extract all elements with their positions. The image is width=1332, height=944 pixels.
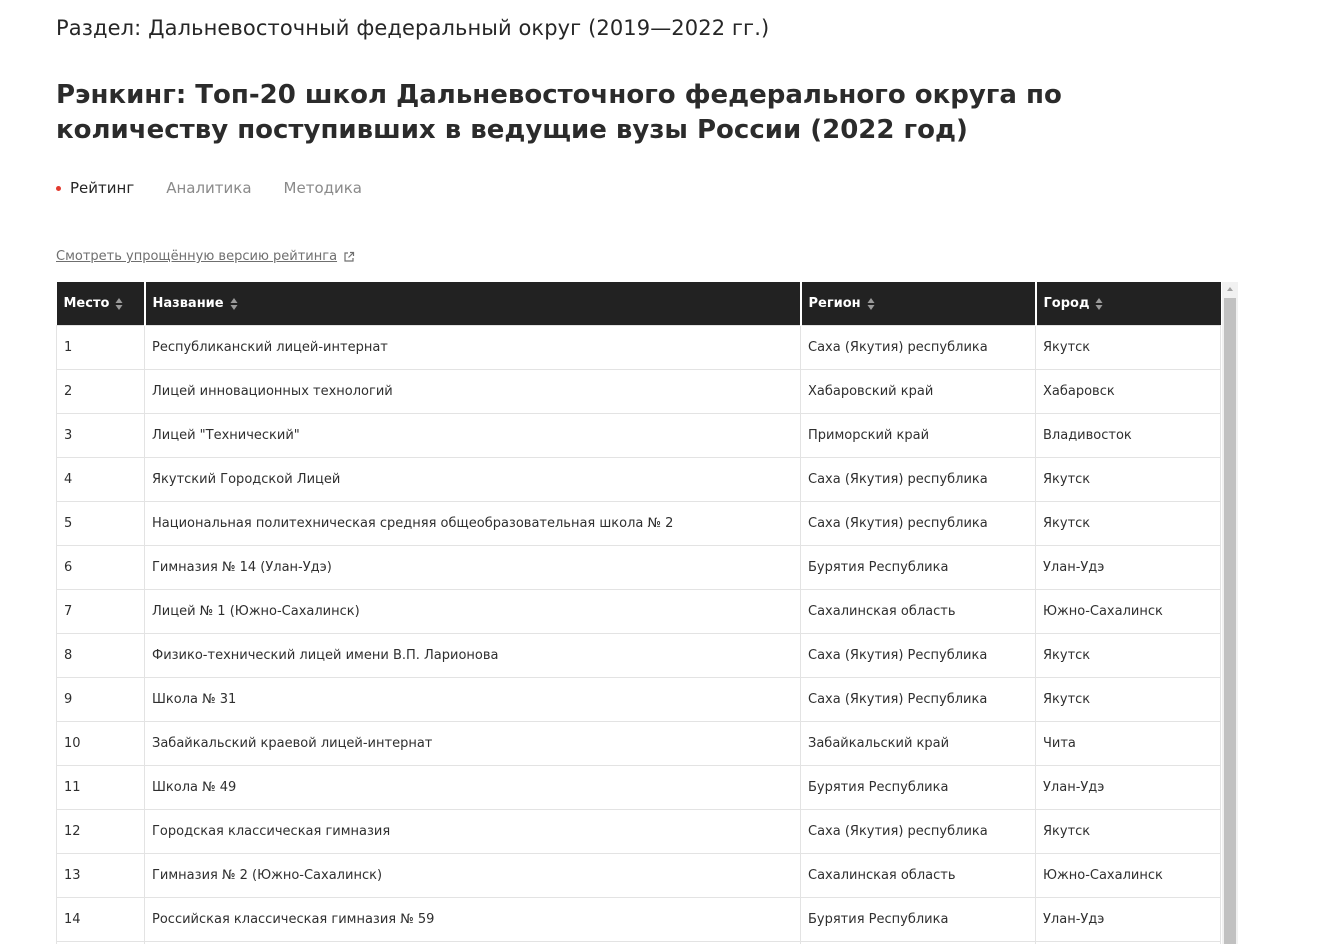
table-row[interactable] [57,546,1221,590]
cell-city: Южно-Сахалинск [1036,590,1221,634]
table-row[interactable] [57,678,1221,722]
cell-region: Саха (Якутия) республика [801,502,1036,546]
cell-place: 9 [57,678,145,722]
ranking-table-container [56,282,1238,944]
cell-name: Школа № 49 [145,766,801,810]
table-row[interactable] [57,502,1221,546]
cell-name: Лицей № 1 (Южно-Сахалинск) [145,590,801,634]
cell-region: Сахалинская область [801,590,1036,634]
cell-city: Улан-Удэ [1036,546,1221,590]
cell-city: Якутск [1036,502,1221,546]
simple-version-link-label: Смотреть упрощённую версию рейтинга [56,249,338,264]
cell-city: Чита [1036,722,1221,766]
cell-region: Бурятия Республика [801,766,1036,810]
column-header-place[interactable] [57,282,145,326]
cell-city: Якутск [1036,810,1221,854]
active-dot-icon [56,186,61,191]
cell-city: Якутск [1036,634,1221,678]
sort-arrows-icon [1095,297,1103,311]
cell-place: 5 [57,502,145,546]
cell-name: Городская классическая гимназия [145,810,801,854]
tab-methodology-label: Методика [283,179,363,197]
cell-region: Приморский край [801,414,1036,458]
tab-methodology[interactable] [284,179,362,197]
cell-name: Национальная политехническая средняя общеобразовательная школа № 2 [145,502,801,546]
cell-region: Сахалинская область [801,854,1036,898]
table-row[interactable] [57,810,1221,854]
cell-region: Бурятия Республика [801,546,1036,590]
sort-arrows-icon [115,297,123,311]
table-row[interactable] [57,326,1221,370]
column-header-city[interactable] [1036,282,1221,326]
cell-place: 8 [57,634,145,678]
tab-rating-label: Рейтинг [70,179,135,197]
cell-name: Лицей "Технический" [145,414,801,458]
table-header-row [57,282,1221,326]
cell-region: Хабаровский край [801,370,1036,414]
cell-city: Хабаровск [1036,370,1221,414]
table-row[interactable] [57,722,1221,766]
cell-name: Гимназия № 14 (Улан-Удэ) [145,546,801,590]
cell-region: Саха (Якутия) Республика [801,678,1036,722]
cell-city: Южно-Сахалинск [1036,854,1221,898]
cell-name: Российская классическая гимназия № 59 [145,898,801,942]
page-title: Рэнкинг: Топ-20 школ Дальневосточного федерального округа по количеству поступивших в ведущие вузы России (2022 год) [56,80,1062,145]
external-link-icon [343,251,355,263]
cell-city: Якутск [1036,458,1221,502]
cell-city: Якутск [1036,326,1221,370]
tab-rating[interactable] [56,179,134,197]
cell-city: Якутск [1036,678,1221,722]
simple-version-link[interactable] [56,249,355,264]
cell-name: Забайкальский краевой лицей-интернат [145,722,801,766]
column-header-region-label: Регион [808,296,861,311]
cell-place: 1 [57,326,145,370]
ranking-table [56,282,1221,944]
cell-place: 11 [57,766,145,810]
column-header-place-label: Место [63,296,110,311]
cell-place: 4 [57,458,145,502]
cell-name: Лицей инновационных технологий [145,370,801,414]
sort-arrows-icon [867,297,875,311]
cell-name: Республиканский лицей-интернат [145,326,801,370]
table-row[interactable] [57,766,1221,810]
cell-place: 2 [57,370,145,414]
column-header-name[interactable] [145,282,801,326]
cell-place: 10 [57,722,145,766]
cell-city: Владивосток [1036,414,1221,458]
cell-name: Гимназия № 2 (Южно-Сахалинск) [145,854,801,898]
section-title: Раздел: Дальневосточный федеральный округ (2019—2022 гг.) [56,16,770,40]
table-row[interactable] [57,590,1221,634]
cell-city: Улан-Удэ [1036,898,1221,942]
table-body [57,326,1221,944]
table-row[interactable] [57,458,1221,502]
cell-place: 14 [57,898,145,942]
cell-place: 13 [57,854,145,898]
cell-place: 12 [57,810,145,854]
sort-arrows-icon [230,297,238,311]
scroll-up-arrow-icon[interactable] [1222,282,1238,296]
table-row[interactable] [57,898,1221,942]
column-header-region[interactable] [801,282,1036,326]
tabs [56,179,394,197]
table-row[interactable] [57,854,1221,898]
table-scrollbar[interactable] [1222,282,1238,944]
cell-name: Якутский Городской Лицей [145,458,801,502]
tab-analytics[interactable] [166,179,251,197]
cell-city: Улан-Удэ [1036,766,1221,810]
scrollbar-thumb[interactable] [1224,298,1236,944]
cell-place: 3 [57,414,145,458]
cell-region: Саха (Якутия) республика [801,810,1036,854]
cell-region: Забайкальский край [801,722,1036,766]
tab-analytics-label: Аналитика [166,179,252,197]
cell-region: Саха (Якутия) Республика [801,634,1036,678]
cell-region: Бурятия Республика [801,898,1036,942]
cell-place: 7 [57,590,145,634]
cell-region: Саха (Якутия) республика [801,326,1036,370]
cell-place: 6 [57,546,145,590]
table-row[interactable] [57,370,1221,414]
cell-name: Школа № 31 [145,678,801,722]
column-header-name-label: Название [152,296,224,311]
table-row[interactable] [57,634,1221,678]
cell-name: Физико-технический лицей имени В.П. Ларионова [145,634,801,678]
cell-region: Саха (Якутия) республика [801,458,1036,502]
table-row[interactable] [57,414,1221,458]
column-header-city-label: Город [1043,296,1090,311]
